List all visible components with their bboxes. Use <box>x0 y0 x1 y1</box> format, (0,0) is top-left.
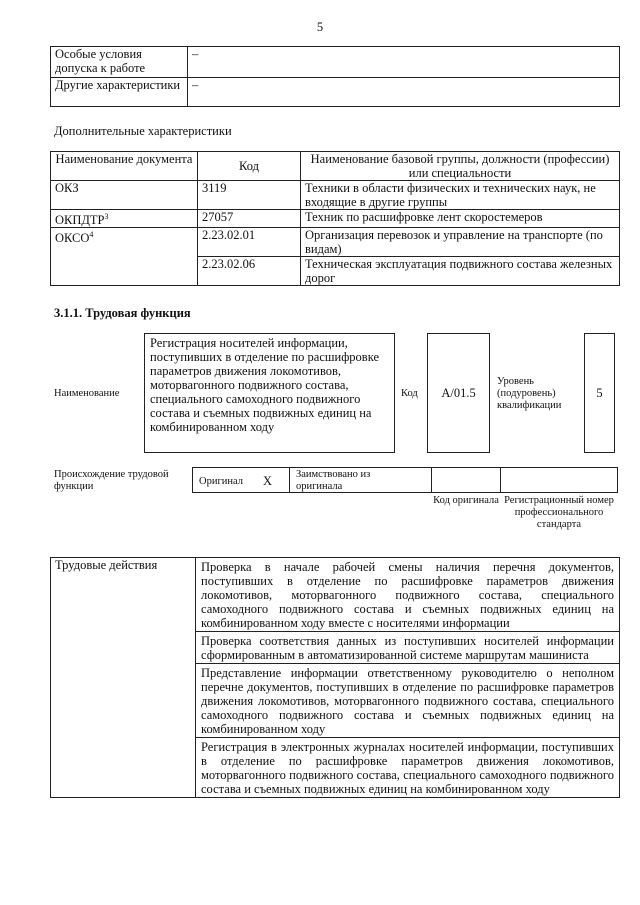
level-label: Уровень (подуровень) квалификации <box>497 376 562 411</box>
action-item: Регистрация в электронных журналах носителей информации, поступивших в отделение по расшифровке параметров движения локомотивов, моторвагонного подвижного состава, специального самоходного подвижного состава и съемных подвижных единиц на комбинированном ходу <box>196 738 620 798</box>
okso-footnote: 4 <box>89 230 94 240</box>
code-value: А/01.5 <box>441 386 476 400</box>
actions-label: Трудовые действия <box>51 558 196 798</box>
function-name-box <box>144 333 395 453</box>
okpdtr-doc <box>51 210 198 228</box>
level-value: 5 <box>596 386 603 400</box>
table-row <box>51 558 620 632</box>
additional-title: Дополнительные характеристики <box>54 124 232 138</box>
table-header-row <box>51 152 620 181</box>
special-conditions-value: – <box>188 47 620 78</box>
section-title: 3.1.1. Трудовая функция <box>54 306 191 320</box>
code-box <box>427 333 490 453</box>
level-box <box>584 333 615 453</box>
okz-name: Техники в области физических и технических наук, не входящие в другие группы <box>301 181 620 210</box>
original-code-cell <box>431 467 501 493</box>
table-row <box>51 181 620 210</box>
okpdtr-code: 27057 <box>198 210 301 228</box>
original-cell <box>192 467 290 493</box>
other-characteristics-label: Другие характеристики <box>51 78 188 107</box>
okpdtr-label: ОКПДТР <box>55 213 105 228</box>
table-row <box>51 228 620 257</box>
registration-number-cell <box>500 467 618 493</box>
function-name-label: Наименование <box>54 388 120 399</box>
okz-code: 3119 <box>198 181 301 210</box>
okpdtr-name: Техник по расшифровке лент скоростемеров <box>301 210 620 228</box>
borrowed-cell <box>289 467 432 493</box>
additional-table <box>50 151 620 286</box>
action-item: Проверка в начале рабочей смены наличия перечня документов, поступивших в отделение по расшифровке параметров движения локомотивов, моторвагонного подвижного состава, специального самоходного подвижного состава и съемных подвижных единиц на комбинированном ходу вместе с носителями информации <box>196 558 620 632</box>
header-code: Код <box>198 152 301 181</box>
code-label: Код <box>401 388 418 399</box>
code-caption: Код оригинала <box>433 495 499 506</box>
top-conditions-table <box>50 46 620 107</box>
okso-name-2: Техническая эксплуатация подвижного состава железных дорог <box>301 257 620 286</box>
action-item: Проверка соответствия данных из поступивших носителей информации сформированным в автоматизированной системе маршрутам машиниста <box>196 632 620 664</box>
okso-name-1: Организация перевозок и управление на транспорте (по видам) <box>301 228 620 257</box>
special-conditions-label: Особые условия допуска к работе <box>51 47 188 78</box>
other-characteristics-value: – <box>188 78 620 107</box>
function-name-text: Регистрация носителей информации, поступивших в отделение по расшифровке параметров движения локомотивов, моторвагонного подвижного состава, специального самоходного подвижного состава и съемных подвижных единиц на комбинированном ходу <box>150 336 380 434</box>
okso-label: ОКСО <box>55 231 90 246</box>
borrowed-label: Заимствовано из оригинала <box>296 469 371 492</box>
okpdtr-footnote: 3 <box>104 212 109 221</box>
table-row <box>51 78 620 107</box>
actions-table <box>50 557 620 798</box>
okso-code-2: 2.23.02.06 <box>198 257 301 286</box>
original-mark: X <box>263 474 273 488</box>
okso-code-1: 2.23.02.01 <box>198 228 301 257</box>
table-row <box>51 210 620 228</box>
origin-label: Происхождение трудовой функции <box>54 469 169 492</box>
action-item: Представление информации ответственному руководителю о неполном перечне документов, поступивших в отделение по расшифровке параметров движения локомотивов, моторвагонного подвижного состава, специального самоходного подвижного состава и съемных подвижных единиц на комбинированном ходу <box>196 664 620 738</box>
header-document: Наименование документа <box>51 152 198 181</box>
original-label: Оригинал <box>199 476 243 487</box>
table-row <box>51 47 620 78</box>
registration-caption: Регистрационный номер профессионального стандарта <box>504 495 614 530</box>
okso-doc <box>51 228 198 286</box>
page-number: 5 <box>316 20 324 34</box>
header-group-name: Наименование базовой группы, должности (профессии) или специальности <box>301 152 620 181</box>
okz-doc: ОКЗ <box>51 181 198 210</box>
